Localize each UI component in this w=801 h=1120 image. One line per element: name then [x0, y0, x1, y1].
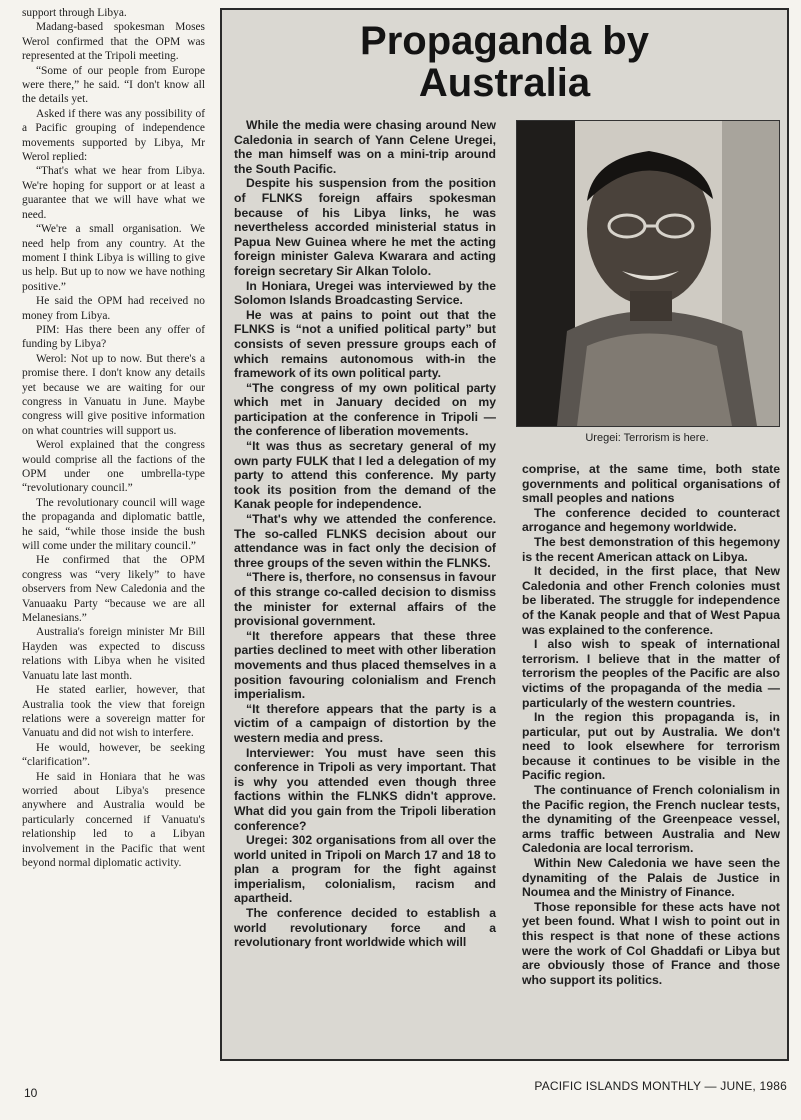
article-paragraph: While the media were chasing around New Caledonia in search of Yann Celene Uregei, the man himself was on a mini-trip around the South Pacific. — [234, 118, 496, 176]
left-paragraph: Madang-based spokesman Moses Werol confirmed that the OPM was represented at the Tripoli meeting. — [22, 21, 205, 63]
portrait-photo — [516, 120, 780, 427]
article-paragraph: “The congress of my own political party which met in January decided on my participation at the conference in Tripoli — the conference of liberation movements. — [234, 380, 496, 439]
article-paragraph: He was at pains to point out that the FLNKS is “not a unified political party” but consists of seven pressure groups each of which remains autonomous with-in the framework of its own political party. — [234, 307, 496, 381]
left-paragraph: Werol explained that the congress would comprise all the factions of the OPM under one umbrella-type “revolutionary council.” — [22, 439, 205, 495]
left-paragraph: The revolutionary council will wage the propaganda and diplomatic battle, he said, “while those inside the bush will come under the military council.” — [22, 496, 205, 553]
left-paragraph: “We're a small organisation. We need help from any country. At the moment I think Libya is willing to give us help. But up to now we have nothing positive.” — [22, 223, 205, 293]
left-paragraph: He would, however, be seeking “clarification”. — [22, 741, 205, 769]
left-paragraph: Werol: Not up to now. But there's a promise there. I don't know any details yet because we are waiting for our congress in Vanuatu in June. Maybe congress will give positive information on what countries will support us. — [22, 352, 205, 437]
article-paragraph: Uregei: 302 organisations from all over the world united in Tripoli on March 17 and 18 to plan a program for the fight against imperialism, colonialism, racism and apartheid. — [234, 833, 496, 906]
left-paragraph: PIM: Has there been any offer of funding by Libya? — [22, 323, 205, 351]
article-paragraph: “There is, therfore, no consensus in favour of this strange co-called decision to dismiss the minister for external affairs of the provisional government. — [234, 570, 496, 629]
headline-line-2: Australia — [418, 61, 591, 105]
portrait-illustration — [517, 121, 779, 426]
article-paragraph: “It therefore appears that the party is a victim of a campaign of distortion by the western media and press. — [234, 701, 496, 745]
left-paragraph: He stated earlier, however, that Australia took the view that foreign relations were a sovereign matter for Vanuatu and did not wish to interfere. — [22, 684, 205, 740]
article-paragraph: In Honiara, Uregei was interviewed by the Solomon Islands Broadcasting Service. — [234, 278, 496, 308]
article-paragraph: In the region this propaganda is, in particular, put out by Australia. We don't need to look elsewhere for terrorism because it continues to be visible in the Pacific region. — [522, 710, 780, 783]
left-paragraph: He said in Honiara that he was worried about Libya's presence anywhere and Australia would be particularly concerned if Vanuatu's relationship led to a Libyan involvement in the Pacific that went beyond normal diplomatic activity. — [22, 770, 205, 869]
left-paragraph: He confirmed that the OPM congress was “very likely” to have observers from New Caledonia and the Vanuaaku Party “because we are all Melanesians.” — [22, 554, 205, 625]
article-paragraph: Interviewer: You must have seen this conference in Tripoli as very important. That is why you attended even though three factions within the FLNKS didn't approve. What did you gain from the Tripoli liberation conference? — [234, 745, 496, 833]
article-paragraph: Despite his suspension from the position of FLNKS foreign affairs spokesman because of his Libya links, he was nevertheless accorded ministerial status in Papua New Guinea where he met the acting foreign minister Galeva Kwarara and acting foreign secretary Sir Alkan Tololo. — [234, 176, 496, 278]
article-paragraph: comprise, at the same time, both state governments and political organisations of small peoples and nations — [522, 462, 780, 506]
page-number: 10 — [24, 1086, 38, 1100]
article-paragraph: The best demonstration of this hegemony is the recent American attack on Libya. — [522, 534, 780, 564]
article-paragraph: “That's why we attended the conference. The so-called FLNKS decision about our attendance was in fact only the decision of three groups of the seven within the FLNKS. — [234, 512, 496, 570]
left-column — [22, 6, 205, 870]
headline-line-1: Propaganda by — [360, 19, 649, 63]
article-paragraph: I also wish to speak of international terrorism. I believe that in the matter of terrorism the peoples of the Pacific are also victims of the propaganda of the media — particularly of the western countries. — [522, 637, 780, 710]
running-footer: PACIFIC ISLANDS MONTHLY — JUNE, 1986 — [534, 1079, 787, 1093]
article-paragraph: Within New Caledonia we have seen the dynamiting of the Palais de Justice in Noumea and the Ministry of Finance. — [522, 856, 780, 900]
article-column-b — [522, 462, 780, 987]
left-paragraph: He said the OPM had received no money from Libya. — [22, 295, 205, 322]
article-paragraph: The conference decided to establish a world revolutionary force and a revolutionary front worldwide which will — [234, 906, 496, 950]
article-paragraph: It decided, in the first place, that New Caledonia and other French colonies must be liberated. The struggle for independence of the Kanak people and that of West Papua was explained to the conference. — [522, 564, 780, 637]
article-paragraph: The conference decided to counteract arrogance and hegemony worldwide. — [522, 505, 780, 535]
left-paragraph: Australia's foreign minister Mr Bill Hayden was expected to discuss relations with Libya when he visited Vanuatu late last month. — [22, 626, 205, 682]
left-paragraph: “That's what we hear from Libya. We're hoping for support or at least a guarantee that we will have what we need. — [22, 165, 205, 221]
article-column-a — [234, 118, 496, 950]
article-paragraph: “It therefore appears that these three parties declined to meet with other liberation movements and thus placed themselves in a position favouring colonialism and French imperialism. — [234, 628, 496, 702]
left-paragraph: support through Libya. — [22, 7, 127, 19]
left-paragraph: Asked if there was any possibility of a Pacific grouping of independence movements supported by Libya, Mr Werol replied: — [22, 107, 205, 164]
article-paragraph: Those reponsible for these acts have not yet been found. What I wish to point out in this respect is that none of these actions were the work of Col Ghaddafi or Libya but are obviously those of France and those who support its politics. — [522, 899, 780, 987]
article-headline — [222, 20, 787, 104]
article-paragraph: “It was thus as secretary general of my own party FULK that I led a delegation of my party to attend this conference. My party took its position from the demand of the Kanak people for independence. — [234, 439, 496, 512]
left-paragraph: “Some of our people from Europe were there,” he said. “I don't know all the details yet. — [22, 64, 205, 106]
photo-caption: Uregei: Terrorism is here. — [585, 432, 709, 444]
article-paragraph: The continuance of French colonialism in the Pacific region, the French nuclear tests, the dynamiting of the Greenpeace vessel, arms traffic between Australia and New Caledonia are local terrorism. — [522, 783, 780, 856]
article-box — [220, 8, 789, 1061]
